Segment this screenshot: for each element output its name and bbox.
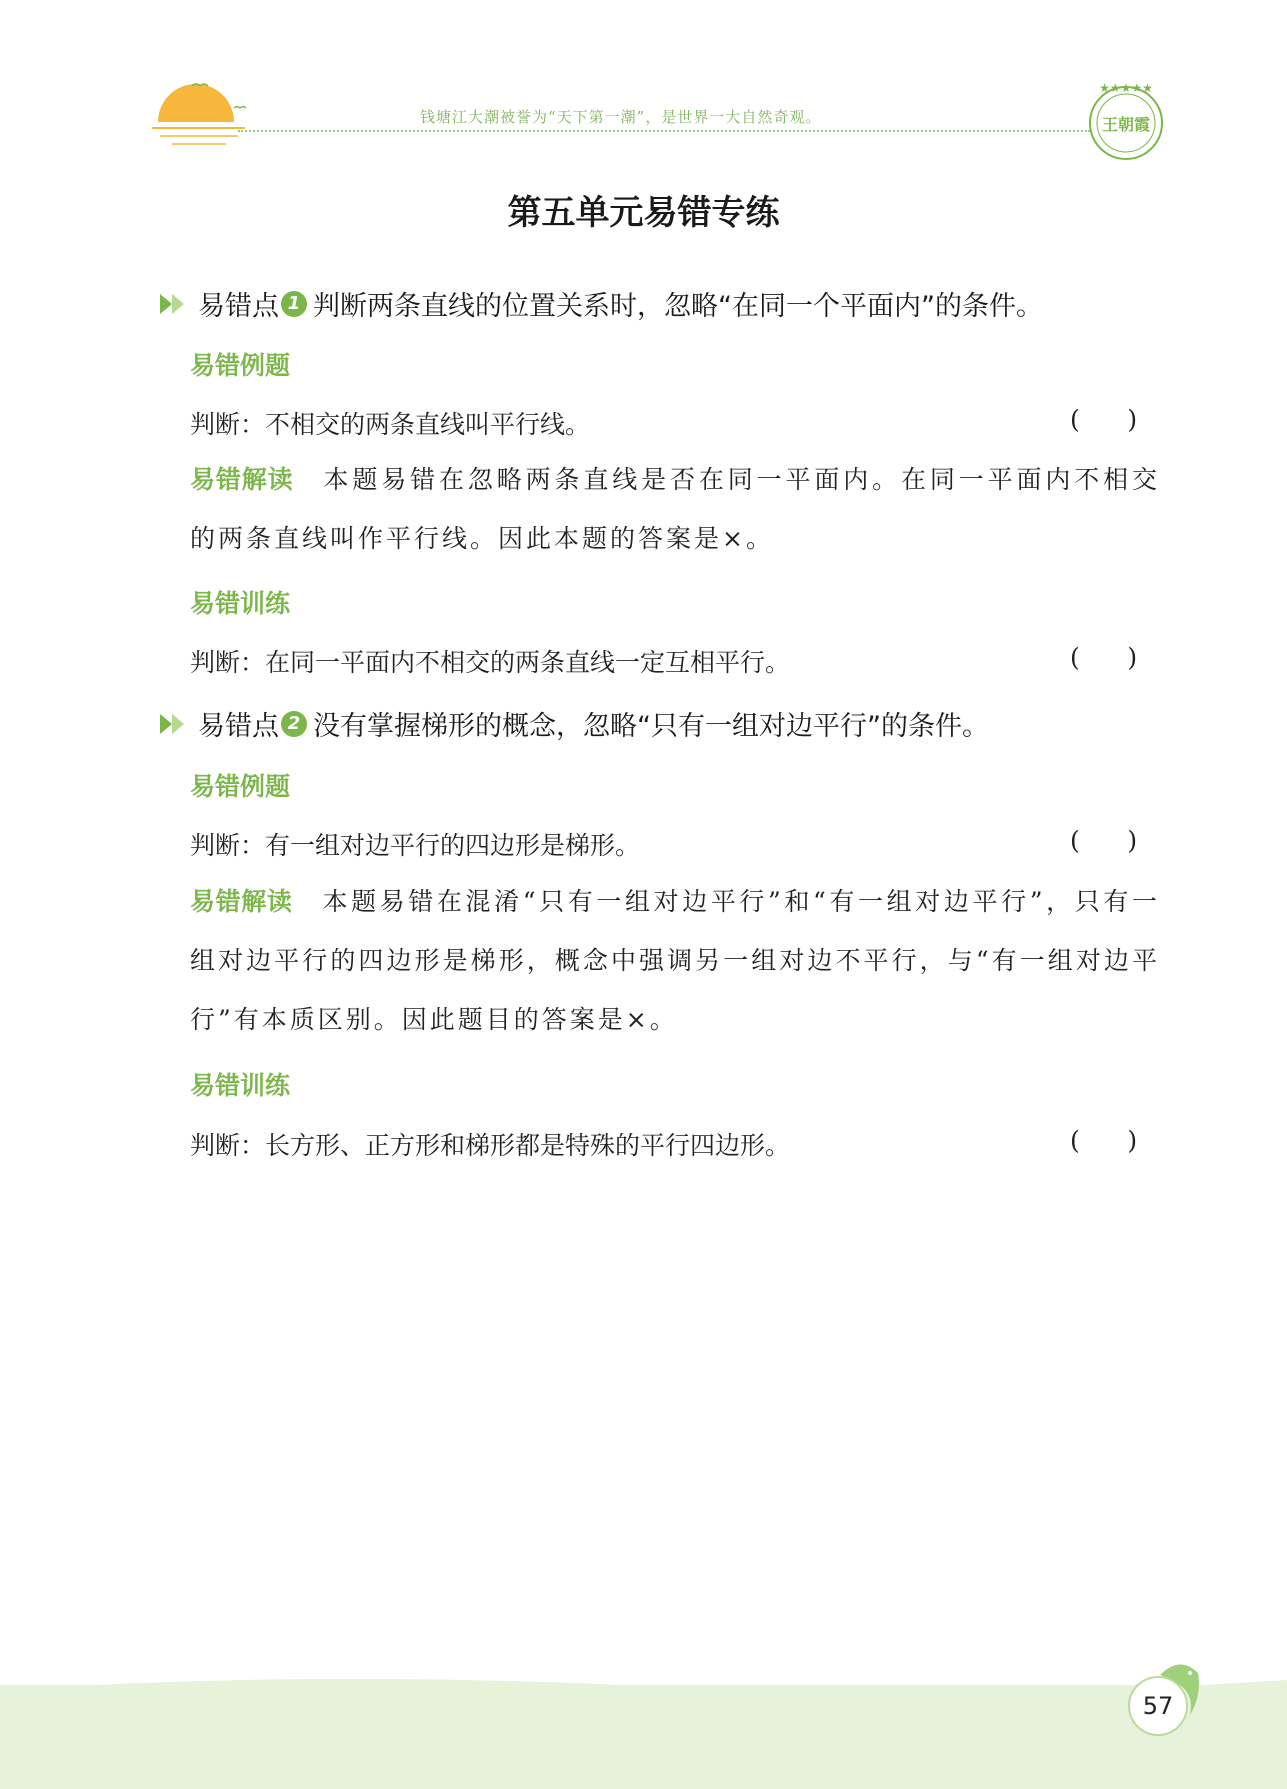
explanation-label: 易错解读 xyxy=(190,465,294,494)
training-question: 判断：长方形、正方形和梯形都是特殊的平行四边形。 xyxy=(190,1131,791,1160)
sun-logo-icon xyxy=(150,78,250,150)
training-label: 易错训练 xyxy=(190,1071,291,1100)
explanation-text: 本题易错在混淆“只有一组对边平行”和“有一组对边平行”，只有一组对边平行的四边形是梯形，概念中强调另一组对边不平行，与“有一组对边平行”有本质区别。因此题目的答案是×。 xyxy=(190,887,1160,1034)
double-arrow-icon xyxy=(158,710,188,738)
explanation-paragraph xyxy=(190,872,1160,1049)
page-title: 第五单元易错专练 xyxy=(507,193,780,233)
example-question: 判断：有一组对边平行的四边形是梯形。 xyxy=(190,831,641,860)
error-point-2-heading xyxy=(158,704,989,743)
error-point-text: 没有掌握梯形的概念，忽略“只有一组对边平行”的条件。 xyxy=(313,711,989,742)
number-badge: 2 xyxy=(281,711,307,737)
error-point-text: 判断两条直线的位置关系时，忽略“在同一个平面内”的条件。 xyxy=(313,291,1043,322)
svg-text:★★★★★: ★★★★★ xyxy=(1099,81,1153,95)
footer-band xyxy=(0,1685,1287,1789)
example-label: 易错例题 xyxy=(190,351,291,380)
training-question: 判断：在同一平面内不相交的两条直线一定互相平行。 xyxy=(190,648,791,677)
header-motto: 钱塘江大潮被誉为“天下第一潮”，是世界一大自然奇观。 xyxy=(420,108,822,126)
training-label: 易错训练 xyxy=(190,589,291,618)
error-point-1-heading xyxy=(158,284,1043,323)
number-badge: 1 xyxy=(281,291,307,317)
page-number: 57 xyxy=(1128,1676,1188,1736)
brand-seal-icon xyxy=(1083,78,1169,164)
double-arrow-icon xyxy=(158,290,188,318)
answer-bracket[interactable]: ( ) xyxy=(1070,643,1138,672)
header-divider xyxy=(238,130,1090,132)
answer-bracket[interactable]: ( ) xyxy=(1070,405,1138,434)
example-label: 易错例题 xyxy=(190,772,291,801)
error-point-prefix: 易错点 xyxy=(198,291,279,322)
error-point-prefix: 易错点 xyxy=(198,711,279,742)
explanation-text: 本题易错在忽略两条直线是否在同一平面内。在同一平面内不相交的两条直线叫作平行线。因此本题的答案是×。 xyxy=(190,465,1160,553)
answer-bracket[interactable]: ( ) xyxy=(1070,826,1138,855)
answer-bracket[interactable]: ( ) xyxy=(1070,1126,1138,1155)
svg-text:王朝霞: 王朝霞 xyxy=(1101,115,1151,134)
explanation-paragraph xyxy=(190,450,1160,568)
explanation-label: 易错解读 xyxy=(190,887,293,916)
example-question: 判断：不相交的两条直线叫平行线。 xyxy=(190,410,591,439)
